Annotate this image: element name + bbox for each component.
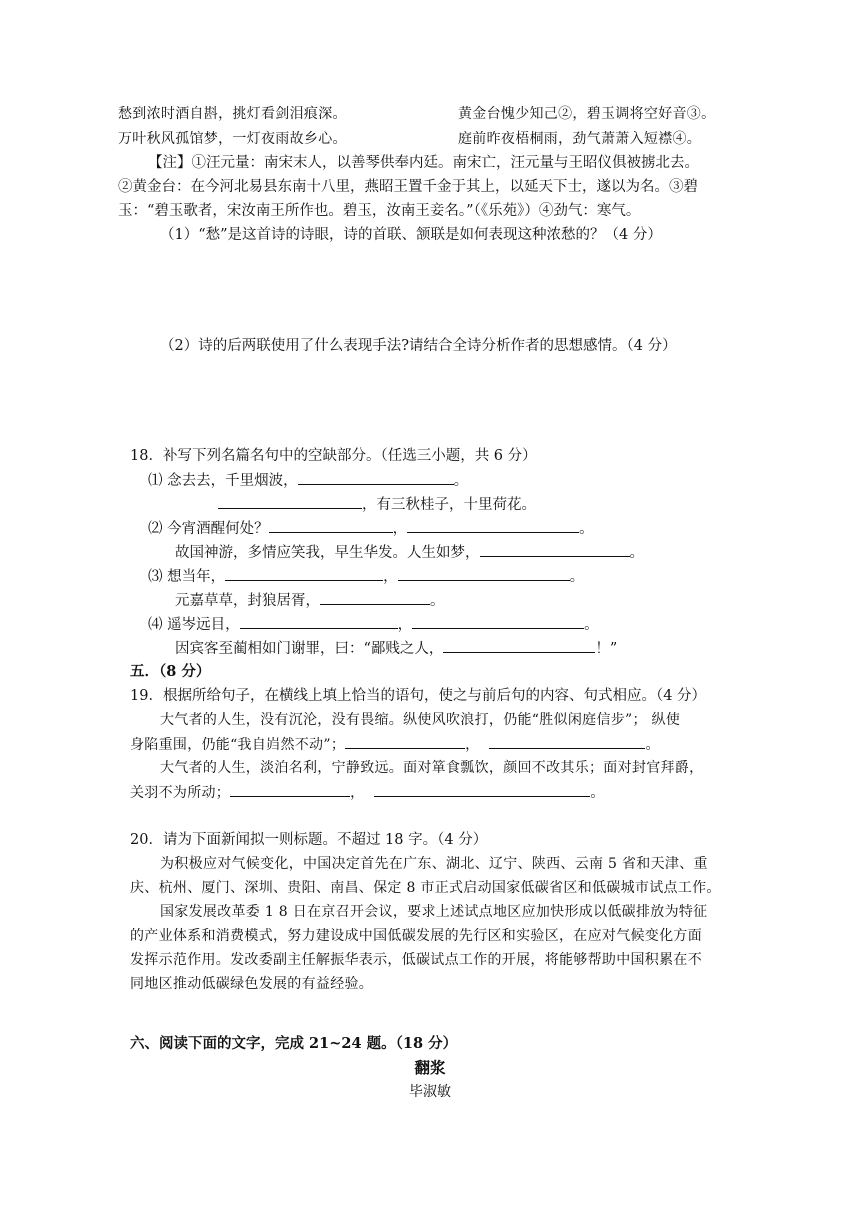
answer-blank[interactable] <box>225 566 383 581</box>
poem-line2-right: 庭前昨夜梧桐雨，劲气萧萧入短襟④。 <box>458 131 702 147</box>
q18-item4-line1: ⑷ 遥岑远目， ， 。 <box>148 614 599 635</box>
q18-item1-line2: ，有三秋桂子，十里荷花。 <box>218 494 536 515</box>
news-line-2: 庆、杭州、厦门、深圳、贵阳、南昌、保定 8 市正式启动国家低碳省区和低碳城市试点工作。 <box>130 880 721 896</box>
news-line-6: 同地区推动低碳绿色发展的有益经验。 <box>130 976 374 992</box>
section6-header: 六、阅读下面的文字，完成 21~24 题。（18 分） <box>130 1035 458 1052</box>
article-title: 翻浆 <box>414 1058 446 1077</box>
note-line-2: ②黄金台：在今河北易县东南十八里，燕昭王置千金于其上，以延天下士，遂以为名。③碧 <box>118 179 698 195</box>
answer-blank[interactable] <box>480 542 630 557</box>
q18-title: 18．补写下列名篇名句中的空缺部分。（任选三小题，共 6 分） <box>130 448 537 464</box>
answer-blank[interactable] <box>443 638 595 653</box>
answer-blank[interactable] <box>320 590 430 605</box>
q19-title: 19．根据所给句子，在横线上填上恰当的语句，使之与前后句的内容、句式相应。（4 分） <box>130 688 707 704</box>
answer-blank[interactable] <box>489 734 645 749</box>
poem-line2-left: 万叶秋风孤馆梦，一灯夜雨故乡心。 <box>118 131 347 147</box>
answer-blank[interactable] <box>374 782 590 797</box>
answer-blank[interactable] <box>218 494 362 509</box>
answer-blank[interactable] <box>269 518 393 533</box>
note-line-3: 玉：“碧玉歌者，宋汝南王所作也。碧玉，汝南王妾名。”（《乐苑》）④劲气：寒气。 <box>118 203 641 219</box>
q18-item2-line2: 故国神游，多情应笑我，早生华发。人生如梦， 。 <box>175 542 644 563</box>
section5-header: 五．（8 分） <box>130 663 211 680</box>
answer-blank[interactable] <box>407 518 579 533</box>
answer-blank[interactable] <box>412 614 584 629</box>
answer-blank[interactable] <box>345 734 465 749</box>
q17-sub1: （1）“愁”是这首诗的诗眼，诗的首联、颔联是如何表现这种浓愁的？（4 分） <box>160 227 662 243</box>
answer-blank[interactable] <box>298 470 454 485</box>
q18-item2-line1: ⑵ 今宵酒醒何处？ ， 。 <box>148 518 594 539</box>
q19-para2-line1: 大气者的人生，淡泊名利，宁静致远。面对箪食瓢饮，颜回不改其乐；面对封官拜爵， <box>160 760 704 776</box>
poem-line1-right: 黄金台愧少知己②，碧玉调将空好音③。 <box>458 106 716 122</box>
q18-item1-text: ⑴ 念去去，千里烟波， <box>148 473 298 489</box>
news-line-5: 发挥示范作用。发改委副主任解振华表示，低碳试点工作的开展，将能够帮助中国积累在不 <box>130 952 702 968</box>
news-line-3: 国家发展改革委 1 8 日在京召开会议，要求上述试点地区应加快形成以低碳排放为特征 <box>160 904 708 920</box>
news-line-4: 的产业体系和消费模式，努力建设成中国低碳发展的先行区和实验区，在应对气候变化方面 <box>130 928 702 944</box>
answer-blank[interactable] <box>398 566 570 581</box>
q18-item4-line2: 因宾客至蔺相如门谢罪，曰：“鄙贱之人， ！” <box>175 638 617 659</box>
poem-line1-left: 愁到浓时酒自斟，挑灯看剑泪痕深。 <box>118 106 347 122</box>
q19-para1-line1: 大气者的人生，没有沉沦，没有畏缩。纵使风吹浪打，仍能“胜似闲庭信步”； 纵使 <box>160 712 681 728</box>
q17-sub2: （2）诗的后两联使用了什么表现手法?请结合全诗分析作者的思想感情。（4 分） <box>160 338 677 354</box>
note-line-1: 【注】①汪元量：南宋末人，以善琴供奉内廷。南宋亡，汪元量与王昭仪俱被掳北去。 <box>148 155 699 171</box>
q18-item1-line1: ⑴ 念去去，千里烟波， 。 <box>148 470 468 491</box>
q18-item3-line2: 元嘉草草，封狼居胥， 。 <box>175 590 445 611</box>
q19-para1-line2: 身陷重围，仍能“我自岿然不动”； ， 。 <box>130 734 660 755</box>
answer-blank[interactable] <box>240 614 398 629</box>
answer-blank[interactable] <box>230 782 350 797</box>
q19-para2-line2: 关羽不为所动； ， 。 <box>130 782 605 803</box>
article-author: 毕淑敏 <box>409 1084 451 1100</box>
news-line-1: 为积极应对气候变化，中国决定首先在广东、湖北、辽宁、陕西、云南 5 省和天津、重 <box>160 856 708 872</box>
q18-item3-line1: ⑶ 想当年， ， 。 <box>148 566 584 587</box>
q20-title: 20．请为下面新闻拟一则标题。不超过 18 字。（4 分） <box>130 832 488 848</box>
